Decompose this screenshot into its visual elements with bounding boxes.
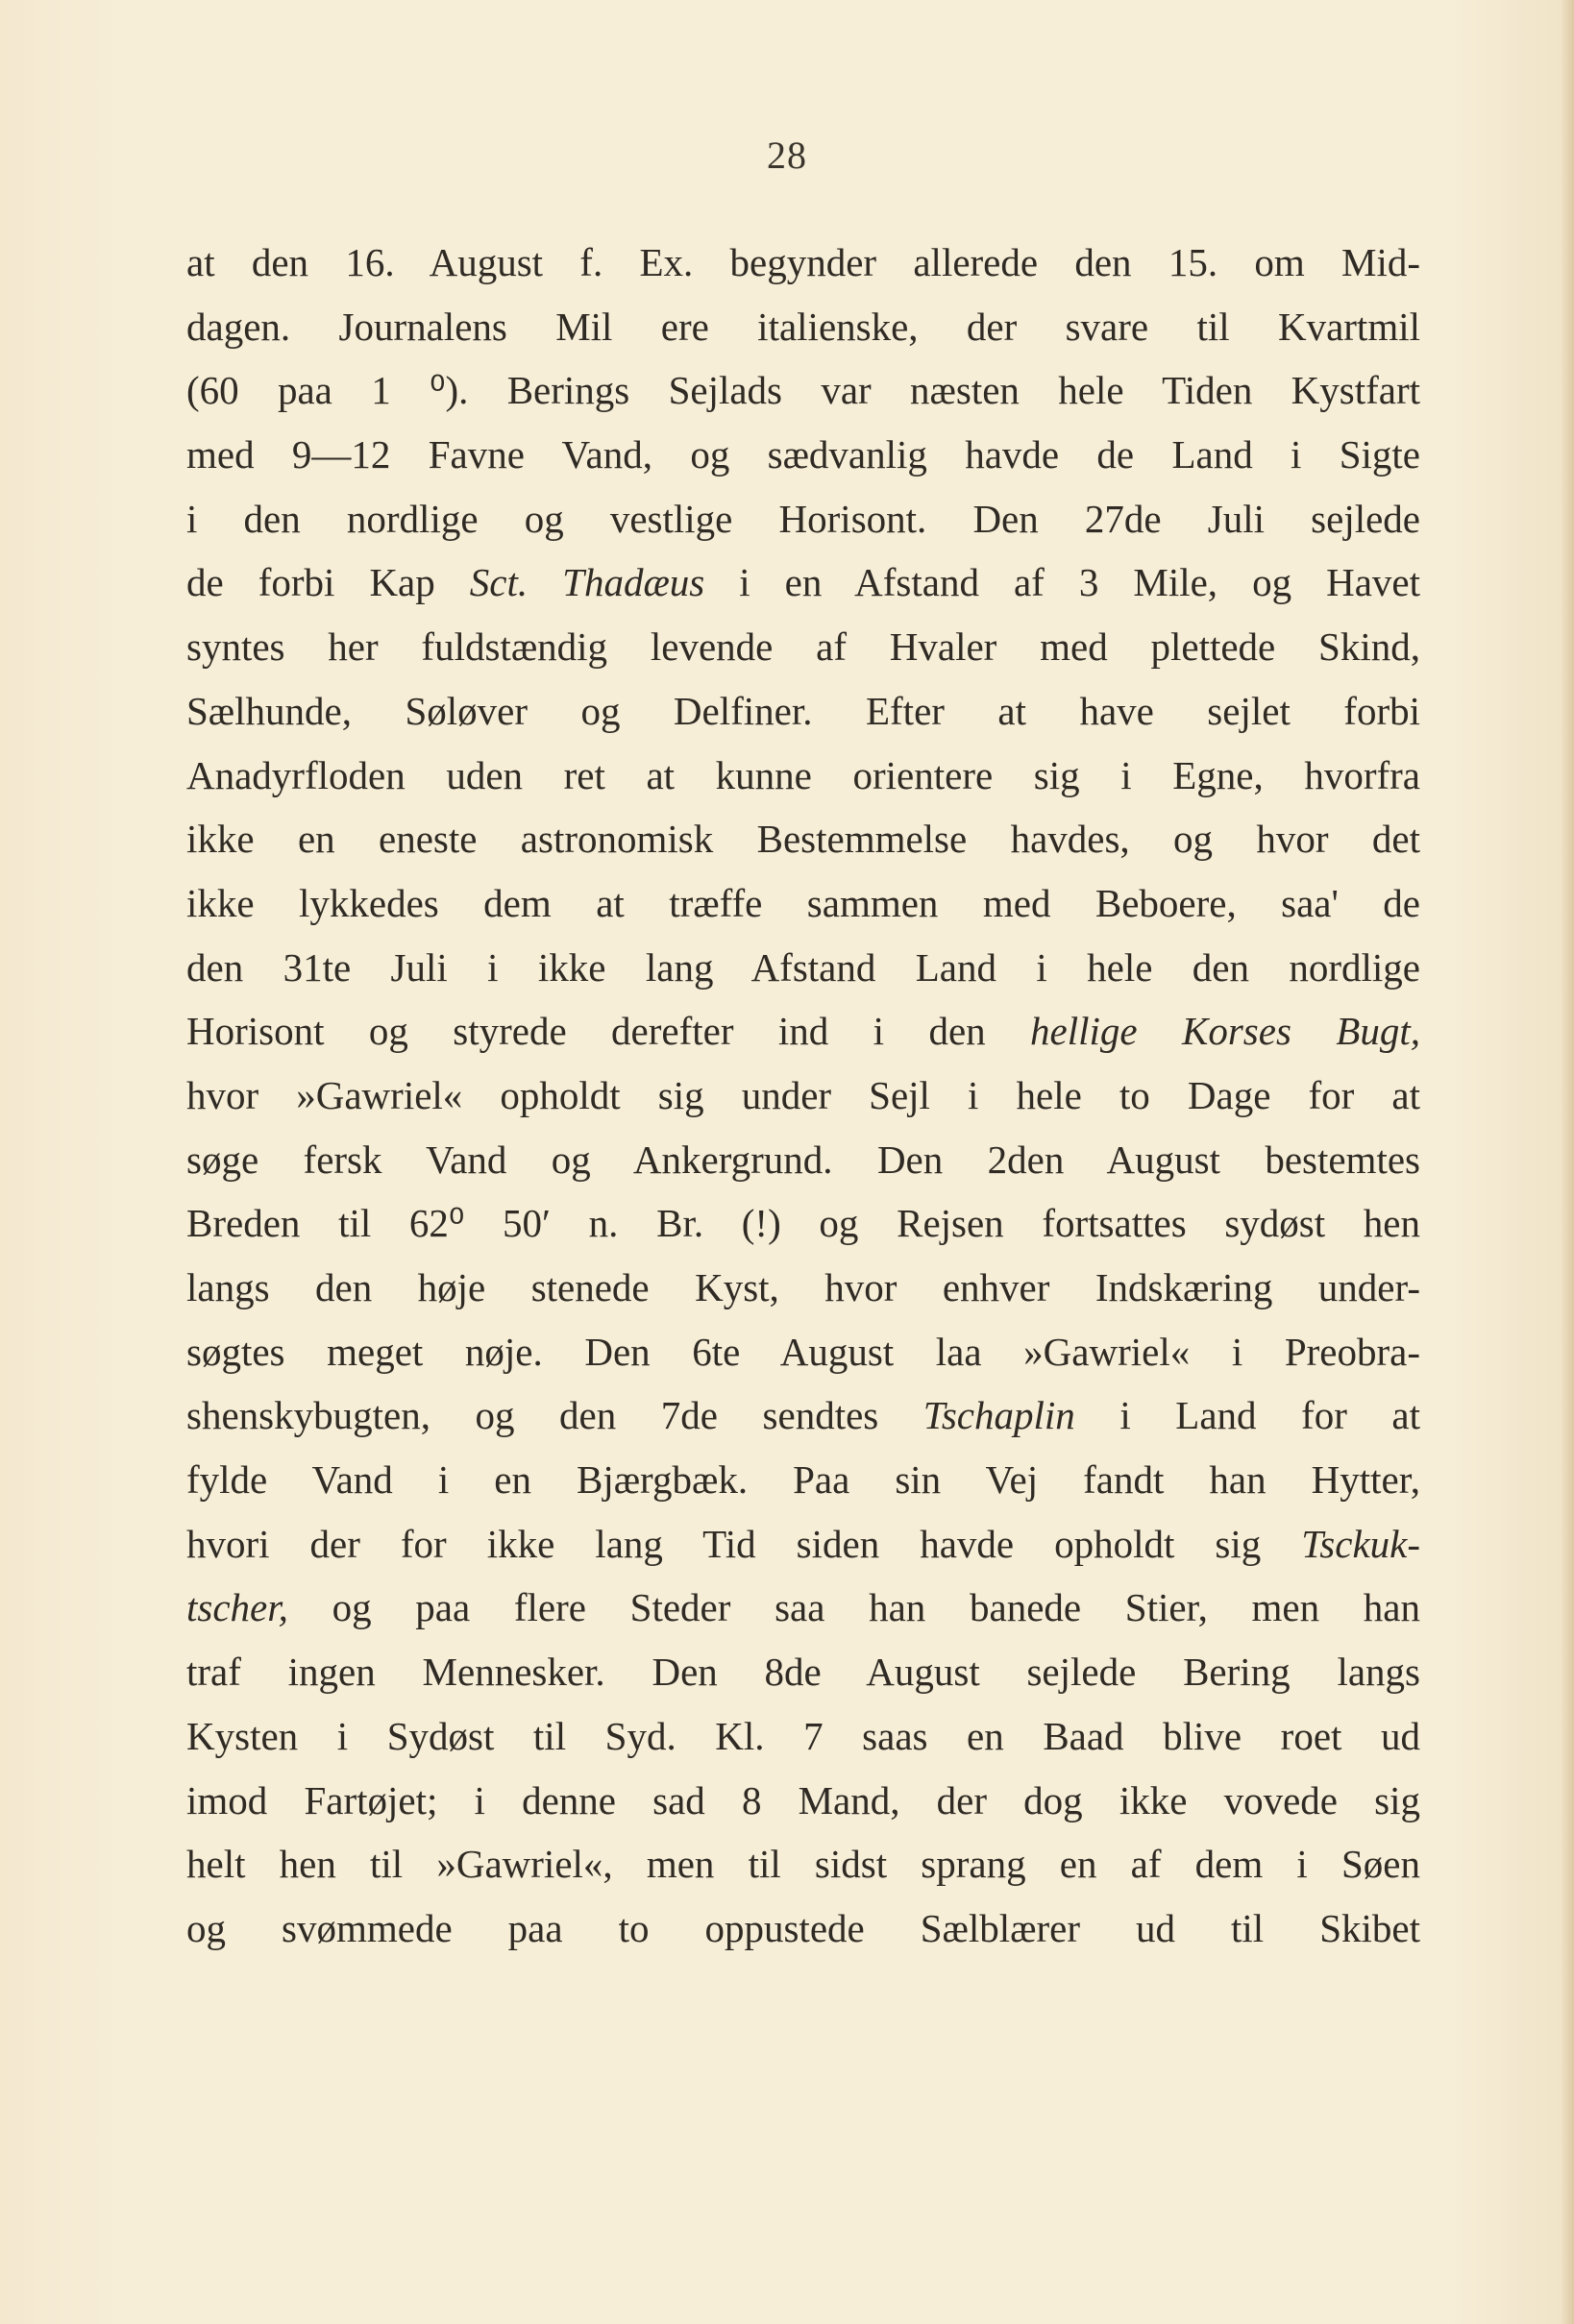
text-line — [186, 1769, 1420, 1833]
text-segment: Anadyrfloden uden ret at kunne orientere sig i Egne, hvorfra — [186, 752, 1420, 797]
text-line — [186, 936, 1420, 1000]
text-segment: de forbi Kap — [186, 560, 470, 605]
text-segment: søge fersk Vand og Ankergrund. Den 2den August bestemtes — [186, 1137, 1420, 1182]
text-segment: traf ingen Mennesker. Den 8de August sejlede Bering langs — [186, 1650, 1420, 1695]
text-segment: imod Fartøjet; i denne sad 8 Mand, der dog ikke vovede sig — [186, 1777, 1420, 1823]
text-line — [186, 1832, 1420, 1896]
text-line — [186, 1640, 1420, 1704]
page-number: 28 — [767, 134, 807, 177]
italic-name-hellige-korses-bugt: hellige Korses Bugt, — [1030, 1009, 1420, 1054]
text-segment: fylde Vand i en Bjærgbæk. Paa sin Vej fandt han Hytter, — [186, 1457, 1420, 1503]
text-segment: og paa flere Steder saa han banede Stier, men han — [287, 1585, 1420, 1630]
text-line — [186, 744, 1420, 808]
text-segment: Breden til 62⁰ 50′ n. Br. (!) og Rejsen fortsattes sydøst hen — [186, 1201, 1420, 1246]
text-segment: at den 16. August f. Ex. begynder allerede den 15. om Mid- — [186, 240, 1420, 284]
text-segment: ikke lykkedes dem at træffe sammen med Beboere, saa' de — [186, 880, 1420, 925]
text-line — [186, 231, 1420, 295]
text-line — [186, 1576, 1420, 1640]
page-edge-shadow — [1561, 0, 1574, 2324]
text-line — [186, 1256, 1420, 1320]
text-segment: shenskybugten, og den 7de sendtes — [186, 1393, 923, 1438]
italic-name-tsckuk: Tsckuk- — [1301, 1521, 1420, 1566]
text-line — [186, 1128, 1420, 1192]
text-line — [186, 550, 1420, 615]
text-line — [186, 358, 1420, 423]
text-segment: (60 paa 1 ⁰). Berings Sejlads var næsten hele Tiden Kystfart — [186, 368, 1420, 413]
text-line — [186, 295, 1420, 359]
text-line — [186, 1320, 1420, 1384]
text-line — [186, 1191, 1420, 1256]
text-segment: dagen. Journalens Mil ere italienske, der svare til Kvartmil — [186, 304, 1420, 349]
body-text — [186, 231, 1420, 1961]
text-segment: søgtes meget nøje. Den 6te August laa »Gawriel« i Preobra- — [186, 1329, 1420, 1374]
text-segment: med 9—12 Favne Vand, og sædvanlig havde de Land i Sigte — [186, 432, 1420, 477]
text-segment: Kysten i Sydøst til Syd. Kl. 7 saas en Baad blive roet ud — [186, 1713, 1420, 1758]
italic-name-sct-thadaeus: Sct. Thadæus — [469, 560, 705, 605]
text-line — [186, 1512, 1420, 1577]
italic-name-tscher: tscher, — [186, 1585, 288, 1630]
text-segment: hvor »Gawriel« opholdt sig under Sejl i hele to Dage for at — [186, 1072, 1420, 1117]
text-segment: i en Afstand af 3 Mile, og Havet — [704, 560, 1420, 605]
text-line — [186, 871, 1420, 936]
text-line — [186, 487, 1420, 551]
text-line — [186, 1896, 1420, 1961]
text-segment: Horisont og styrede derefter ind i den — [186, 1009, 1031, 1054]
text-segment: langs den høje stenede Kyst, hvor enhver Indskæring under- — [186, 1265, 1420, 1309]
text-line — [186, 1448, 1420, 1512]
text-line — [186, 999, 1420, 1064]
text-segment: i Land for at — [1074, 1393, 1421, 1438]
text-segment: den 31te Juli i ikke lang Afstand Land i hele den nordlige — [186, 944, 1420, 990]
text-segment: hvori der for ikke lang Tid siden havde opholdt sig — [186, 1521, 1302, 1566]
text-line — [186, 423, 1420, 487]
text-segment: syntes her fuldstændig levende af Hvaler med plettede Skind, — [186, 624, 1420, 670]
text-segment: ikke en eneste astronomisk Bestemmelse havdes, og hvor det — [186, 817, 1420, 862]
text-segment: i den nordlige og vestlige Horisont. Den 27de Juli sejlede — [186, 496, 1420, 541]
text-line — [186, 1383, 1420, 1448]
text-line — [186, 679, 1420, 744]
text-line — [186, 615, 1420, 679]
text-line — [186, 1704, 1420, 1769]
text-segment: helt hen til »Gawriel«, men til sidst sprang en af dem i Søen — [186, 1842, 1420, 1887]
italic-name-tschaplin: Tschaplin — [922, 1393, 1075, 1438]
text-line — [186, 807, 1420, 871]
text-segment: og svømmede paa to oppustede Sælblærer ud til Skibet — [186, 1905, 1420, 1950]
text-line — [186, 1064, 1420, 1128]
text-segment: Sælhunde, Søløver og Delfiner. Efter at have sejlet forbi — [186, 688, 1420, 733]
